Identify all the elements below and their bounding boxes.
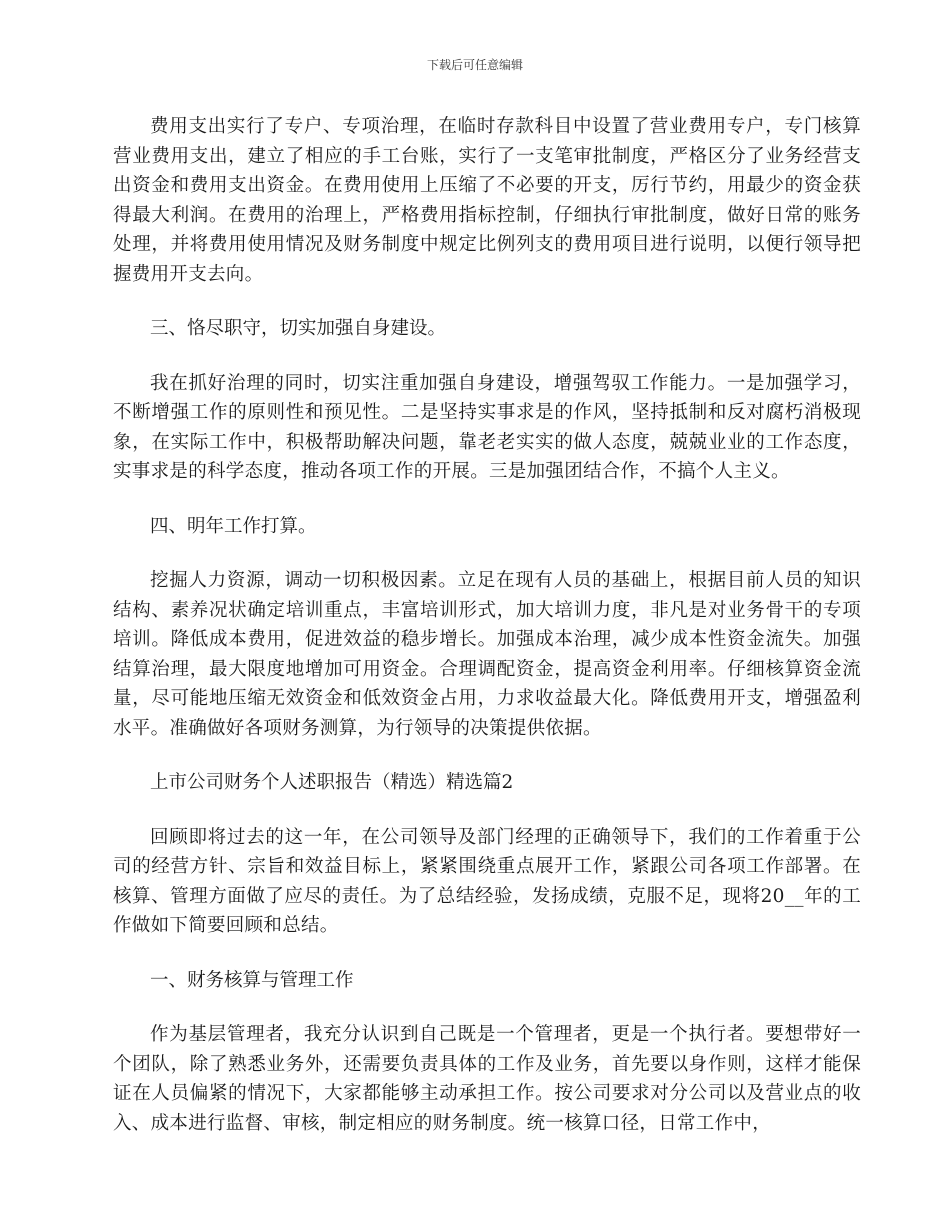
page-header: 下载后可任意编辑 (426, 58, 523, 72)
section-heading-three: 三、恪尽职守，切实加强自身建设。 (150, 318, 447, 339)
paragraph-self-building: 我在抓好治理的同时，切实注重加强自身建设，增强驾驭工作能力。一是加强学习，不断增强工作的原则性和预见性。二是坚持实事求是的作风，坚持抵制和反对腐朽消极现象，在实际工作中，积极帮助解决问题，靠老老实实的做人态度，兢兢业业的工作态度，实事求是的科学态度，推动各项工作的开展。三是加强团结合作，不搞个人主义。 (113, 372, 861, 482)
section-heading-one: 一、财务核算与管理工作 (150, 969, 354, 991)
paragraph-accounting-work: 作为基层管理者，我充分认识到自己既是一个管理者，更是一个执行者。要想带好一个团队，除了熟悉业务外，还需要负责具体的工作及业务，首先要以身作则，这样才能保证在人员偏紧的情况下，大家都能够主动承担工作。按公司要求对分公司以及营业点的收入、成本进行监督、审核，制定相应的财务制度。统一核算口径，日常工作中， (113, 1024, 861, 1134)
paragraph-next-year-plan: 挖掘人力资源，调动一切积极因素。立足在现有人员的基础上，根据目前人员的知识结构、素养况状确定培训重点，丰富培训形式，加大培训力度，非凡是对业务骨干的专项培训。降低成本费用，促进效益的稳步增长。加强成本治理，减少成本性资金流失。加强结算治理，最大限度地增加可用资金。合理调配资金，提高资金利用率。仔细核算资金流量，尽可能地压缩无效资金和低效资金占用，力求收益最大化。降低费用开支，增强盈利水平。准确做好各项财务测算，为行领导的决策提供依据。 (113, 570, 861, 739)
document-body (113, 112, 861, 1163)
paragraph-expense-management: 费用支出实行了专户、专项治理，在临时存款科目中设置了营业费用专户，专门核算营业费用支出，建立了相应的手工台账，实行了一支笔审批制度，严格区分了业务经营支出资金和费用支出资金。在费用使用上压缩了不必要的开支，厉行节约，用最少的资金获得最大利润。在费用的治理上，严格费用指标控制，仔细执行审批制度，做好日常的账务处理，并将费用使用情况及财务制度中规定比例列支的费用项目进行说明，以便行领导把握费用开支去向。 (113, 116, 861, 285)
section-heading-four: 四、明年工作打算。 (150, 515, 317, 537)
report-title-part-2: 上市公司财务个人述职报告（精选）精选篇2 (150, 772, 514, 793)
paragraph-review: 回顾即将过去的这一年，在公司领导及部门经理的正确领导下，我们的工作着重于公司的经营方针、宗旨和效益目标上，紧紧围绕重点展开工作，紧跟公司各项工作部署。在核算、管理方面做了应尽的责任。为了总结经验，发扬成绩，克服不足，现将20__年的工作做如下简要回顾和总结。 (113, 826, 861, 936)
